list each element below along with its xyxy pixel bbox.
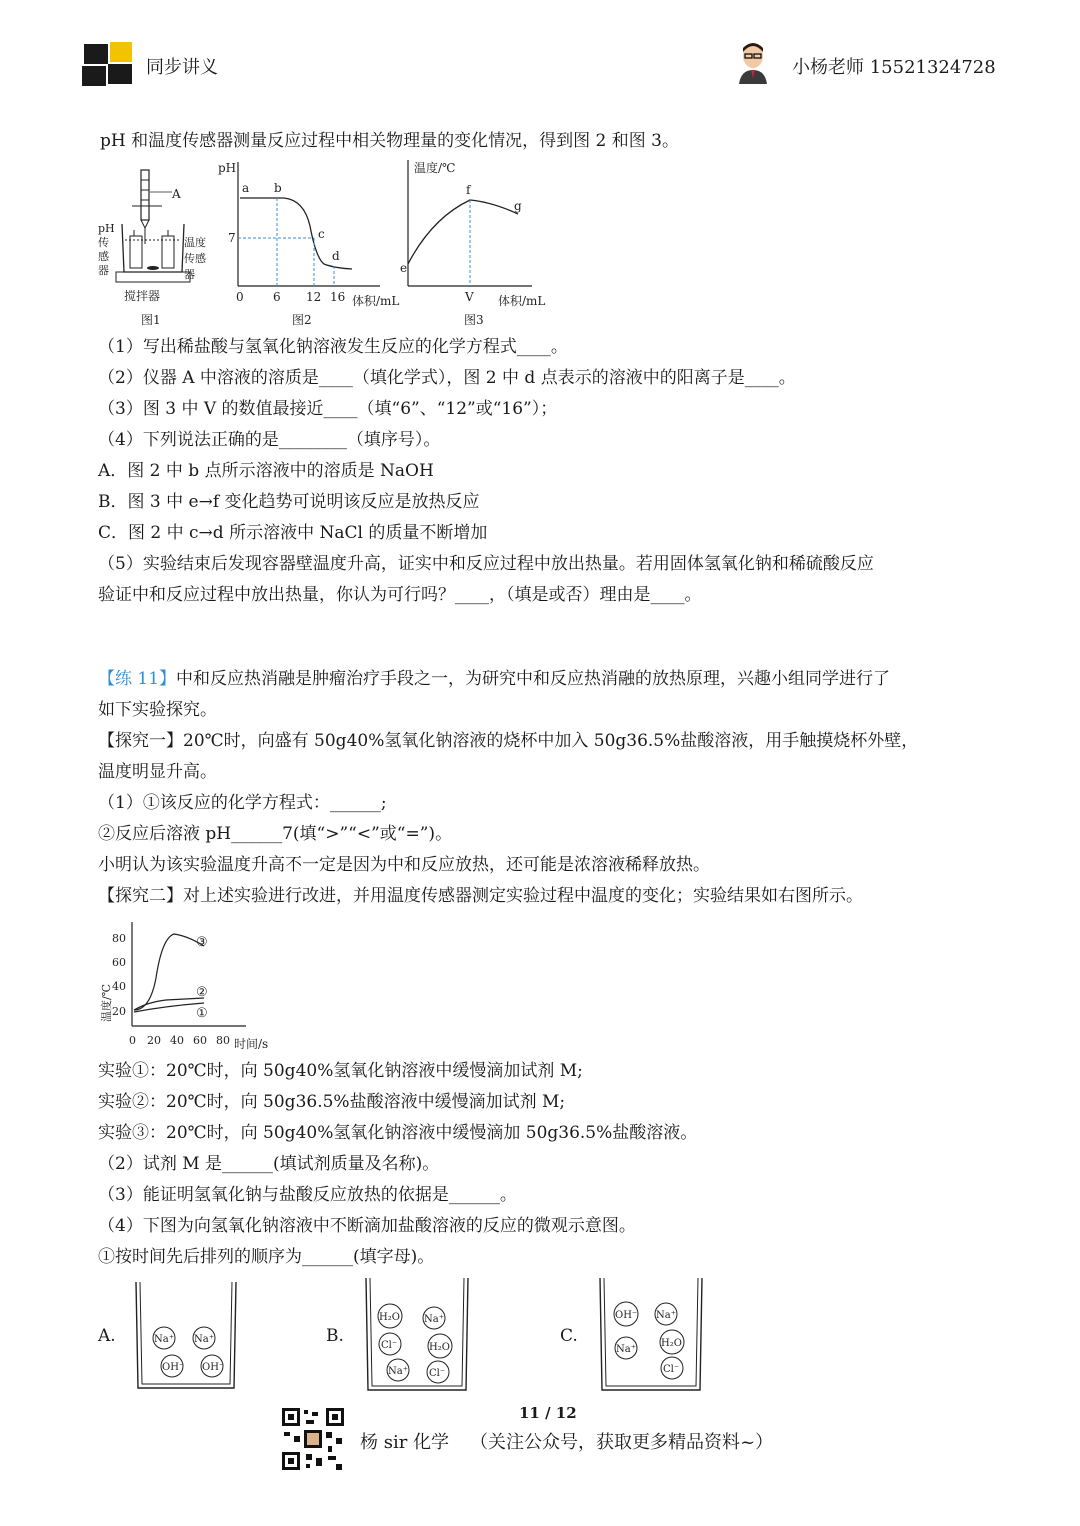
- footer-note: （关注公众号，获取更多精品资料~）: [470, 1432, 774, 1453]
- fig2-ylabel: pH: [218, 161, 237, 175]
- fig1-ph-sensor-1: pH: [98, 222, 115, 235]
- fig1-stirrer: 搅拌器: [124, 289, 161, 303]
- question-2: （2）仪器 A 中溶液的溶质是____（填化学式），图 2 中 d 点表示的溶液中的阳离子是____。: [98, 368, 796, 388]
- fig3-xlabel: 体积/mL: [498, 294, 546, 308]
- experiment-2: 实验②：20℃时，向 50g36.5%盐酸溶液中缓慢滴加试剂 M;: [98, 1092, 566, 1112]
- temperature-time-graph: [96, 918, 296, 1054]
- beaker-a-ion-2: Na⁺: [194, 1334, 214, 1345]
- figure-1-apparatus: [96, 166, 216, 330]
- beaker-c: [596, 1276, 706, 1394]
- fig2-point-a: a: [242, 181, 250, 195]
- beaker-c-ion-1: OH⁻: [615, 1310, 638, 1321]
- graph-curve-2-label: ②: [196, 985, 208, 1000]
- graph-ylabel: 温度/℃: [100, 983, 113, 1022]
- question-3: （3）图 3 中 V 的数值最接近____（填“6”、“12”或“16”）；: [98, 399, 558, 419]
- footer-brand: 杨 sir 化学: [360, 1432, 450, 1453]
- experiment-1: 实验①：20℃时，向 50g40%氢氧化钠溶液中缓慢滴加试剂 M;: [98, 1061, 583, 1081]
- inquiry-q1-2: ②反应后溶液 pH______7(填“>”“<”或“=”)。: [98, 824, 453, 844]
- inquiry-1-line-1: 【探究一】20℃时，向盛有 50g40%氢氧化钠溶液的烧杯中加入 50g36.5%盐酸溶液，用手触摸烧杯外壁，: [98, 731, 919, 751]
- beaker-b-ion-3: Cl⁻: [381, 1340, 398, 1351]
- graph-xtick-20: 20: [147, 1034, 161, 1047]
- beaker-b-ion-1: H₂O: [379, 1312, 400, 1323]
- fig2-tick-16: 16: [330, 290, 346, 304]
- fig2-point-c: c: [318, 227, 325, 241]
- graph-curve-3-label: ③: [196, 935, 208, 950]
- beaker-c-ion-4: H₂O: [661, 1338, 682, 1349]
- fig3-tick-v: V: [465, 290, 474, 304]
- teacher-contact: 小杨老师 15521324728: [792, 57, 996, 78]
- graph-ytick-60: 60: [112, 956, 126, 969]
- beaker-c-label: C.: [560, 1326, 578, 1346]
- exercise-tag: 【练 11】: [98, 669, 177, 689]
- exercise-11-line-2: 如下实验探究。: [98, 700, 217, 720]
- graph-xtick-80: 80: [216, 1034, 230, 1047]
- fig3-ylabel: 温度/℃: [414, 161, 456, 175]
- fig2-y7: 7: [228, 231, 236, 245]
- beaker-c-ion-5: Cl⁻: [663, 1364, 680, 1375]
- graph-xlabel: 时间/s: [234, 1037, 269, 1051]
- fig2-point-d: d: [332, 249, 340, 263]
- fig1-ph-sensor-2: 传: [98, 236, 109, 249]
- graph-ytick-20: 20: [112, 1005, 126, 1018]
- beaker-a-label: A.: [98, 1326, 116, 1346]
- fig1-caption: 图1: [141, 313, 161, 327]
- exercise-11-line-1: [98, 668, 890, 690]
- graph-xtick-0: 0: [129, 1034, 136, 1047]
- fig3-point-e: e: [400, 261, 408, 275]
- beaker-b-ion-5: Na⁺: [388, 1366, 408, 1377]
- question-1: （1）写出稀盐酸与氢氧化钠溶液发生反应的化学方程式____。: [98, 337, 568, 357]
- fig2-tick-0: 0: [236, 290, 244, 304]
- beaker-c-ion-3: Na⁺: [616, 1344, 636, 1355]
- graph-ytick-40: 40: [112, 980, 126, 993]
- question-5-line-2: 验证中和反应过程中放出热量，你认为可行吗？____，（填是或否）理由是____。: [98, 585, 702, 605]
- question-2-m: （2）试剂 M 是______(填试剂质量及名称)。: [98, 1154, 440, 1174]
- fig2-tick-12: 12: [306, 290, 322, 304]
- inquiry-q1: （1）①该反应的化学方程式：______;: [98, 793, 387, 813]
- inquiry-1-line-2: 温度明显升高。: [98, 762, 217, 782]
- fig2-point-b: b: [274, 181, 282, 195]
- beaker-b-ion-6: Cl⁻: [429, 1368, 446, 1379]
- page-number: 11 / 12: [519, 1404, 577, 1422]
- beaker-a: [132, 1280, 240, 1392]
- graph-xtick-40: 40: [170, 1034, 184, 1047]
- beaker-a-ion-3: OH⁻: [162, 1362, 185, 1373]
- logo-icon: [80, 40, 136, 88]
- beaker-b-ion-2: Na⁺: [424, 1314, 444, 1325]
- fig3-caption: 图3: [464, 313, 484, 327]
- fig1-ph-sensor-4: 器: [98, 264, 109, 277]
- teacher-avatar-icon: [733, 40, 773, 84]
- question-4-micro: （4）下图为向氢氧化钠溶液中不断滴加盐酸溶液的反应的微观示意图。: [98, 1216, 636, 1236]
- intro-text: pH 和温度传感器测量反应过程中相关物理量的变化情况，得到图 2 和图 3。: [100, 131, 679, 151]
- fig1-label-a: A: [172, 187, 181, 201]
- beaker-b: [362, 1276, 472, 1394]
- option-b: B．图 3 中 e→f 变化趋势可说明该反应是放热反应: [98, 492, 480, 512]
- fig1-temp-sensor-2: 传感: [184, 252, 206, 265]
- graph-curve-1-label: ①: [196, 1006, 208, 1021]
- question-4-order: ①按时间先后排列的顺序为______(填字母)。: [98, 1247, 435, 1267]
- exercise-11-text: 中和反应热消融是肿瘤治疗手段之一，为研究中和反应热消融的放热原理，兴趣小组同学进行了: [176, 669, 891, 689]
- beaker-b-ion-4: H₂O: [429, 1342, 450, 1353]
- option-a: A．图 2 中 b 点所示溶液中的溶质是 NaOH: [98, 461, 434, 481]
- beaker-a-ion-4: OH⁻: [202, 1362, 225, 1373]
- fig3-point-g: g: [514, 199, 522, 213]
- graph-xtick-60: 60: [193, 1034, 207, 1047]
- question-5-line-1: （5）实验结束后发现容器壁温度升高，证实中和反应过程中放出热量。若用固体氢氧化钠和稀硫酸反应: [98, 554, 874, 574]
- option-c: C．图 2 中 c→d 所示溶液中 NaCl 的质量不断增加: [98, 523, 488, 543]
- question-3-evidence: （3）能证明氢氧化钠与盐酸反应放热的依据是______。: [98, 1185, 517, 1205]
- fig2-tick-6: 6: [273, 290, 281, 304]
- experiment-3: 实验③：20℃时，向 50g40%氢氧化钠溶液中缓慢滴加 50g36.5%盐酸溶液。: [98, 1123, 698, 1143]
- fig1-temp-sensor-3: 器: [184, 268, 195, 281]
- beaker-a-ion-1: Na⁺: [154, 1334, 174, 1345]
- xiaoming-text: 小明认为该实验温度升高不一定是因为中和反应放热，还可能是浓溶液稀释放热。: [98, 855, 710, 875]
- figure-2-ph-curve: [214, 158, 410, 330]
- graph-ytick-80: 80: [112, 932, 126, 945]
- fig2-xlabel: 体积/mL: [352, 294, 400, 308]
- question-4: （4）下列说法正确的是________（填序号）。: [98, 430, 441, 450]
- qr-code-icon[interactable]: [280, 1406, 346, 1472]
- beaker-c-ion-2: Na⁺: [656, 1310, 676, 1321]
- fig2-caption: 图2: [292, 313, 312, 327]
- inquiry-2-line: 【探究二】对上述实验进行改进，并用温度传感器测定实验过程中温度的变化；实验结果如右图所示。: [98, 886, 863, 906]
- beaker-b-label: B.: [326, 1326, 344, 1346]
- figure-3-temperature-curve: [392, 158, 562, 330]
- fig3-point-f: f: [466, 183, 471, 197]
- fig1-ph-sensor-3: 感: [98, 250, 109, 263]
- fig1-temp-sensor-1: 温度: [184, 236, 206, 249]
- header-title: 同步讲义: [146, 57, 218, 78]
